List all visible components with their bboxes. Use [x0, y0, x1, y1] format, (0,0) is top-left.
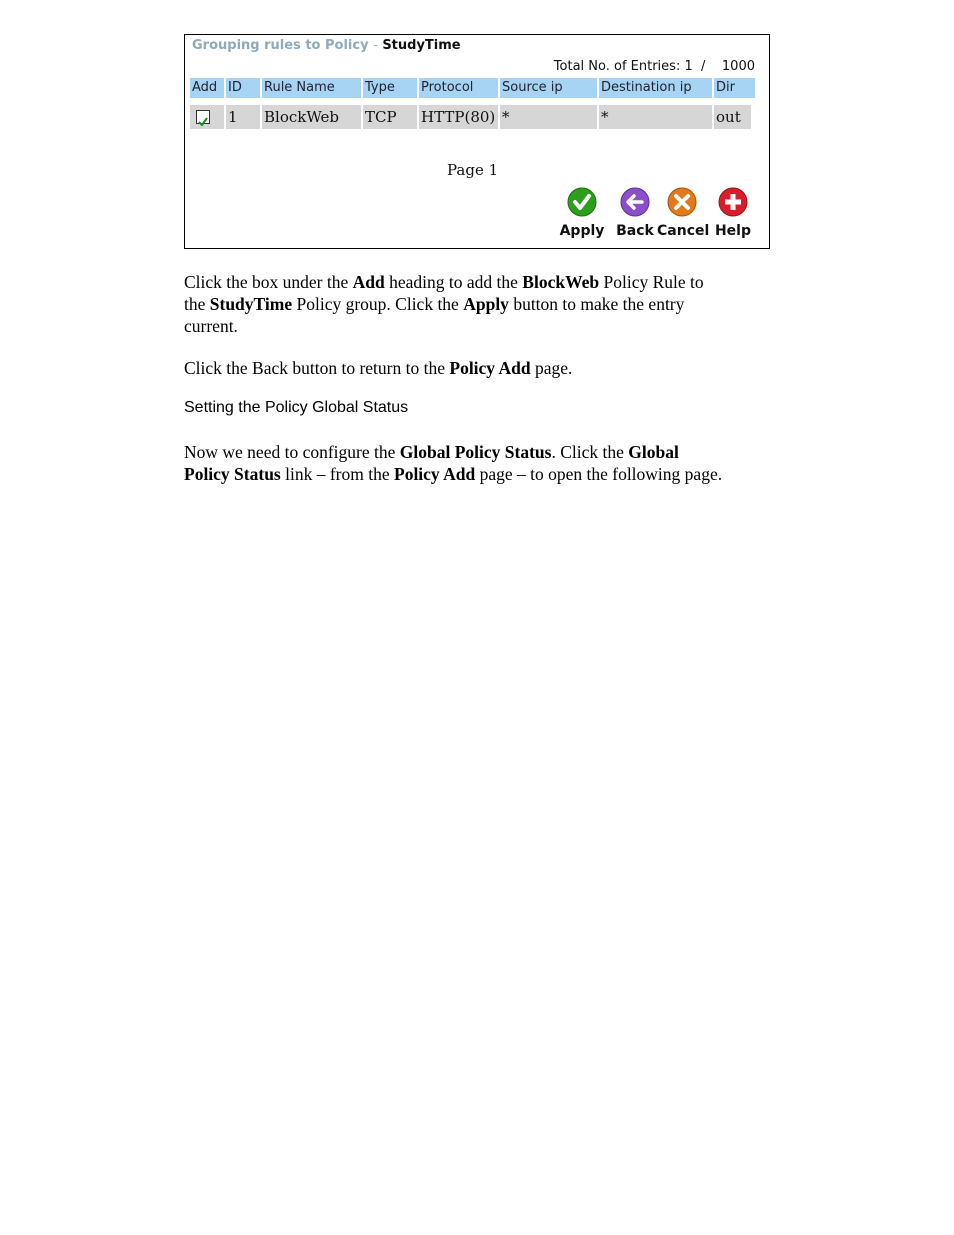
row-dir: out — [714, 105, 751, 129]
add-checkbox[interactable] — [196, 110, 210, 124]
back-button[interactable] — [610, 185, 660, 245]
cancel-x-icon — [667, 187, 697, 217]
checkmark-icon — [567, 187, 597, 217]
section-heading: Setting the Policy Global Status — [184, 399, 409, 416]
row-destination-ip: * — [599, 105, 712, 129]
panel-title-prefix: Grouping rules to Policy — [192, 38, 369, 53]
panel-title — [192, 38, 461, 53]
row-type: TCP — [363, 105, 417, 129]
column-header-protocol: Protocol — [419, 78, 498, 98]
total-entries: Total No. of Entries: 1 / 1000 — [553, 59, 755, 74]
apply-label: Apply — [559, 223, 605, 239]
column-header-dir: Dir — [714, 78, 755, 98]
paragraph-back-button: Click the Back button to return to the Policy Add page. — [184, 358, 573, 378]
help-plus-icon — [718, 187, 748, 217]
column-header-add: Add — [190, 78, 224, 98]
column-header-destination-ip: Destination ip — [599, 78, 712, 98]
column-header-source-ip: Source ip — [500, 78, 597, 98]
grouping-rules-panel — [184, 34, 770, 249]
help-button[interactable] — [708, 185, 758, 245]
panel-title-policy: StudyTime — [382, 38, 461, 53]
row-protocol: HTTP(80) — [419, 105, 498, 129]
column-header-type: Type — [363, 78, 417, 98]
row-source-ip: * — [500, 105, 597, 129]
row-rule-name: BlockWeb — [262, 105, 361, 129]
row-id: 1 — [226, 105, 260, 129]
back-arrow-icon — [620, 187, 650, 217]
row-add-cell — [190, 105, 224, 129]
help-label: Help — [714, 223, 752, 239]
apply-button[interactable] — [557, 185, 607, 245]
paragraph-global-status: Now we need to configure the Global Policy Status. Click the Global Policy Status link – from the Policy Add page – to open the following page. — [184, 442, 723, 484]
panel-title-separator: - — [373, 38, 378, 53]
paragraph-add-rule: Click the box under the Add heading to add the BlockWeb Policy Rule to the StudyTime Policy group. Click the Apply button to make the entry current. — [184, 272, 704, 336]
column-header-id: ID — [226, 78, 260, 98]
cancel-label: Cancel — [657, 223, 710, 239]
cancel-button[interactable] — [657, 185, 710, 245]
page-indicator: Page 1 — [447, 161, 499, 179]
column-header-rule-name: Rule Name — [262, 78, 361, 98]
back-label: Back — [616, 223, 654, 239]
checkmark-icon — [197, 116, 209, 128]
